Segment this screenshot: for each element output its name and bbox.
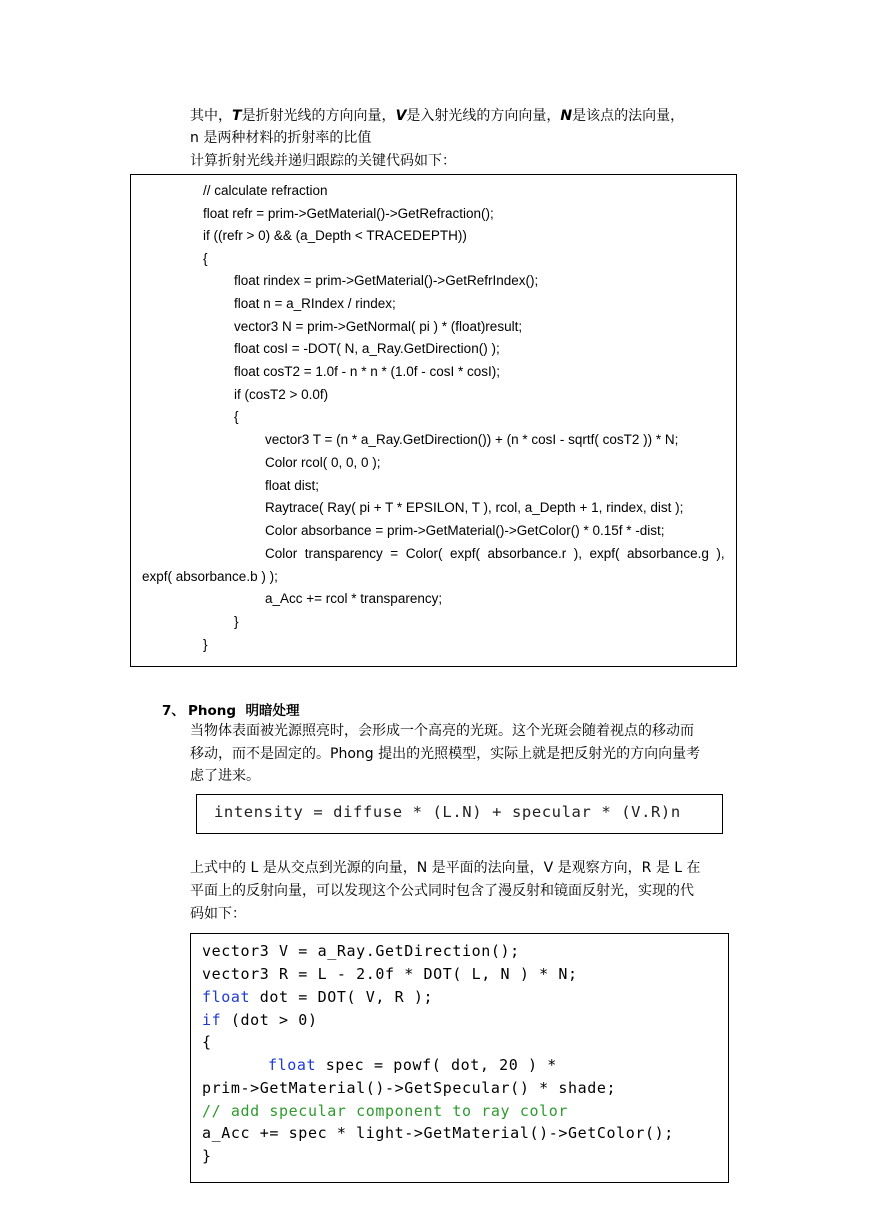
code-line: }: [203, 637, 208, 652]
code-line: vector3 V = a_Ray.GetDirection();: [202, 942, 520, 960]
paragraph-line: 虑了进来。: [190, 768, 260, 784]
paragraph-line: 平面上的反射向量，可以发现这个公式同时包含了漫反射和镜面反射光，实现的代: [190, 883, 694, 899]
code-line: if (cosT2 > 0.0f): [234, 387, 329, 402]
code-line: a_Acc += spec * light->GetMaterial()->GetColor();: [202, 1124, 674, 1142]
section-title: Phong 明暗处理: [188, 703, 300, 719]
code-line: float cosT2 = 1.0f - n * n * (1.0f - cosI * cosI);: [234, 364, 500, 379]
code-line: // calculate refraction: [203, 183, 328, 198]
intro-line-3: 计算折射光线并递归跟踪的关键代码如下：: [190, 153, 456, 169]
code-line: prim->GetMaterial()->GetSpecular() * shade;: [202, 1079, 617, 1097]
code-line: }: [234, 614, 239, 629]
paragraph-line: 移动，而不是固定的。Phong 提出的光照模型，实际上就是把反射光的方向向量考: [190, 746, 701, 762]
code-line: float spec = powf( dot, 20 ) *: [268, 1056, 557, 1074]
code-line: vector3 T = (n * a_Ray.GetDirection()) + (n * cosI - sqrtf( cosT2 )) * N;: [265, 432, 679, 447]
code-line: a_Acc += rcol * transparency;: [265, 591, 443, 606]
code-line: vector3 R = L - 2.0f * DOT( L, N ) * N;: [202, 965, 578, 983]
code-line: {: [203, 251, 208, 266]
code-line: Color transparency = Color( expf( absorbance.r ), expf( absorbance.g ),: [265, 546, 725, 561]
code-line: if (dot > 0): [202, 1011, 318, 1029]
code-line: Color rcol( 0, 0, 0 );: [265, 455, 381, 470]
code-line: float cosI = -DOT( N, a_Ray.GetDirection() );: [234, 341, 500, 356]
code-line: {: [202, 1033, 212, 1051]
code-line: if ((refr > 0) && (a_Depth < TRACEDEPTH)): [203, 228, 467, 243]
code-line: vector3 N = prim->GetNormal( pi ) * (float)result;: [234, 319, 523, 334]
paragraph-line: 当物体表面被光源照亮时，会形成一个高亮的光斑。这个光斑会随着视点的移动而: [190, 723, 694, 739]
code-line: Raytrace( Ray( pi + T * EPSILON, T ), rcol, a_Depth + 1, rindex, dist );: [265, 500, 684, 515]
paragraph-line: 上式中的 L 是从交点到光源的向量，N 是平面的法向量，V 是观察方向，R 是 L 在: [190, 860, 701, 876]
code-line: float dist;: [265, 478, 320, 493]
code-line: }: [202, 1147, 212, 1165]
code-line: Color absorbance = prim->GetMaterial()->GetColor() * 0.15f * -dist;: [265, 523, 665, 538]
code-line: expf( absorbance.b ) );: [142, 569, 278, 584]
paragraph-line: 码如下：: [190, 906, 246, 922]
formula: intensity = diffuse * (L.N) + specular * (V.R)n: [214, 803, 681, 821]
code-line: float refr = prim->GetMaterial()->GetRefraction();: [203, 206, 494, 221]
code-line: {: [234, 409, 239, 424]
code-comment: // add specular component to ray color: [202, 1102, 568, 1120]
code-line: float n = a_RIndex / rindex;: [234, 296, 396, 311]
code-line: float rindex = prim->GetMaterial()->GetRefrIndex();: [234, 273, 539, 288]
intro-line-2: n 是两种材料的折射率的比值: [190, 130, 372, 146]
intro-line-1: 其中，T是折射光线的方向向量，V是入射光线的方向向量，N是该点的法向量，: [190, 108, 685, 124]
section-number: 7、: [162, 703, 185, 719]
code-line: float dot = DOT( V, R );: [202, 988, 434, 1006]
